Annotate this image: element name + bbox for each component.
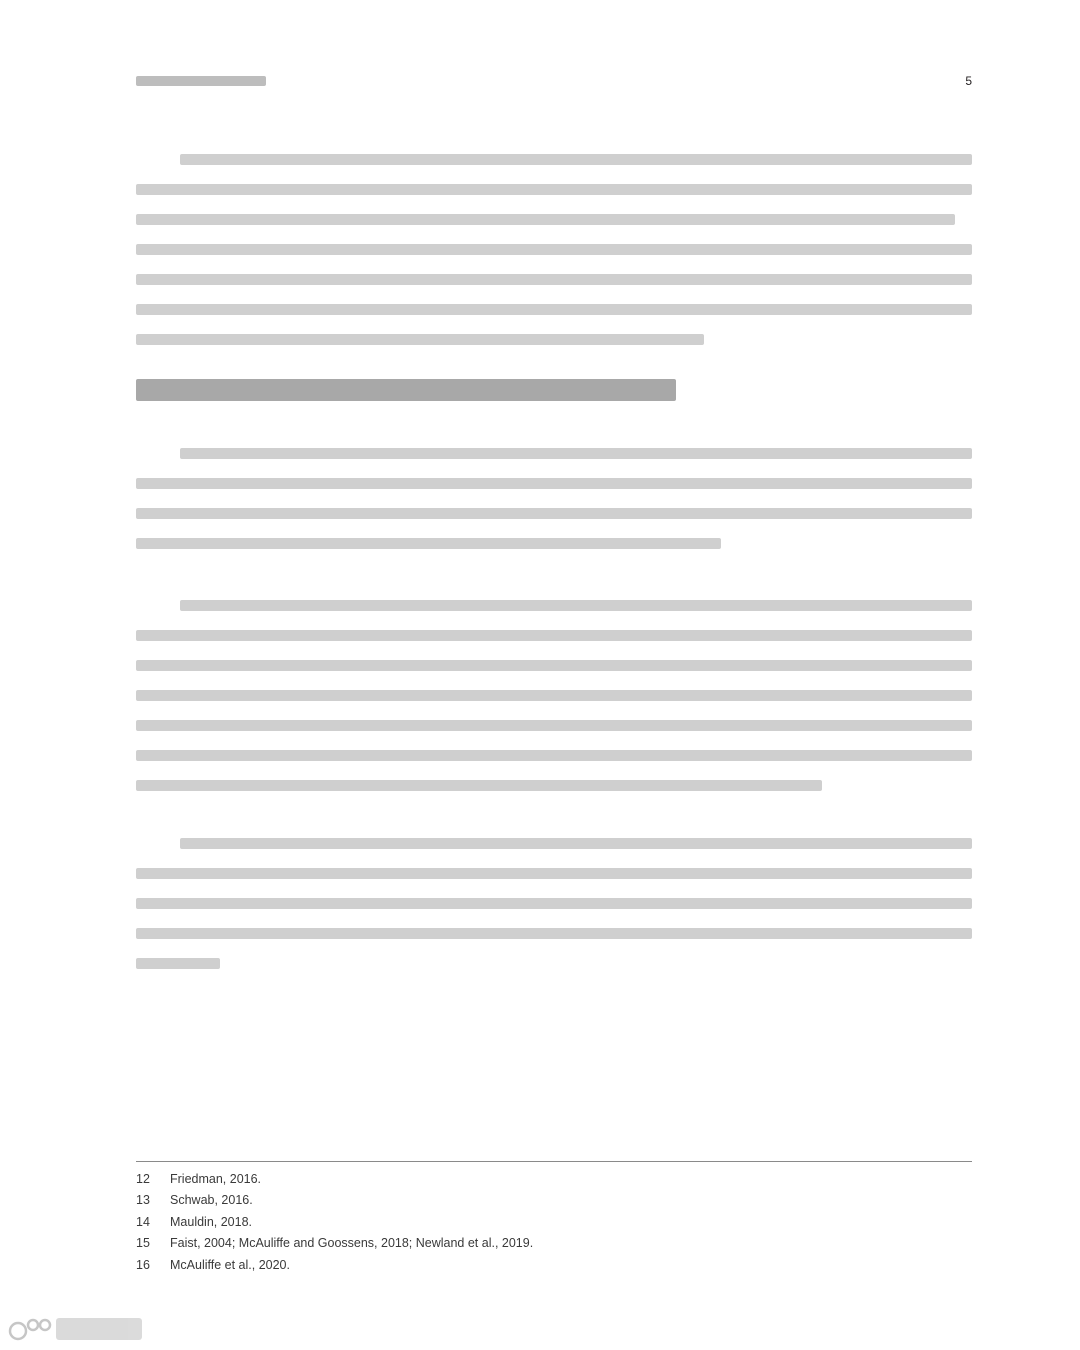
page-number: 5 [965, 74, 972, 88]
footnote-number: 12 [136, 1171, 150, 1186]
footnote-number: 15 [136, 1236, 150, 1251]
footnotes [136, 1168, 972, 1276]
footnote-item [136, 1211, 972, 1233]
footnote-text: Friedman, 2016. [170, 1171, 262, 1186]
paragraph-3 [136, 588, 972, 791]
section-heading [136, 372, 676, 408]
paragraph-4 [136, 826, 972, 969]
footnote-item [136, 1190, 972, 1212]
footnote-number: 13 [136, 1193, 150, 1208]
watermark [8, 1312, 142, 1346]
footnote-text: Faist, 2004; McAuliffe and Goossens, 2018; Newland et al., 2019. [170, 1236, 534, 1251]
watermark-logo-icon [8, 1314, 54, 1344]
footnote-text: McAuliffe et al., 2020. [170, 1257, 290, 1272]
footnote-item [136, 1168, 972, 1190]
footnote-text: Schwab, 2016. [170, 1193, 253, 1208]
report-title [136, 76, 266, 86]
paragraph-1 [136, 142, 972, 345]
running-header [136, 66, 972, 96]
footnote-number: 14 [136, 1214, 150, 1229]
footnote-item [136, 1254, 972, 1276]
watermark-text [56, 1318, 142, 1340]
footnote-item [136, 1233, 972, 1255]
footnote-text: Mauldin, 2018. [170, 1214, 253, 1229]
paragraph-2 [136, 436, 972, 549]
footnote-number: 16 [136, 1257, 150, 1272]
footnote-divider [136, 1161, 972, 1162]
